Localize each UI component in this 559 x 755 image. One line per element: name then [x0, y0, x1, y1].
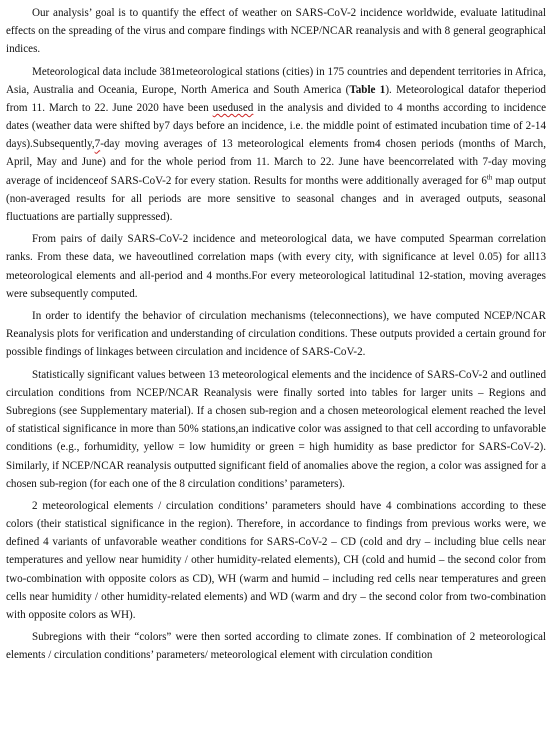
paragraph-significance: Statistically significant values between 13 meteorological elements and the incidence of SARS-CoV-2 and outlined circulation conditions from NCEP/NCAR Reanalysis were finally sorted into tables for larger units – Regions and Subregions (see Supplementary material). If a chosen sub-region and a chosen meteorological element reached the level of statistical significance in more than 50% stations,an indicative color was assigned to that cell according to unfavorable conditions (e.g., forhumidity, yellow = low humidity or green = high humidity as base predictor for SARS-CoV-2). Similarly, if NCEP/NCAR reanalysis outputted significant field of anomalies above the region, a color was assigned for a chosen sub-region (for each one of the 8 circulation conditions’ parameters).: [6, 368, 546, 490]
document-body: [6, 4, 546, 669]
text-run: Meteorological data include 381meteorological stations (cities) in 175 countries and dependent territories in Africa, Asia, Australia and Oceania, Europe, North America and South America (: [6, 65, 546, 96]
text-run: -day moving averages of 13 meteorological elements from4 chosen periods (months of March, April, May and June) and for the whole period from 11. March to 22. June have beencorrelated with 7-day moving average of incidenceof SARS-CoV-2 for every station. Results for months were additionally averaged for 6: [6, 138, 546, 187]
paragraph-goal: Our analysis’ goal is to quantify the effect of weather on SARS-CoV-2 incidence worldwide, evaluate latitudinal effects on the spreading of the virus and compare findings with NCEP/NCAR reanalysis and with 8 general geographical indices.: [6, 7, 546, 56]
text-run: map output (non-averaged results for all periods are more sensitive to seasonal changes and in averaged outputs, seasonal fluctuations are partially suppressed).: [6, 174, 546, 223]
spelling-error-mark: 7: [94, 138, 101, 151]
text-run: in the analysis and divided to 4 months according to incidence dates (weather data were shifted by7 days before an incidence, i.e. the middle point of estimated incubation time of 2-14 days).Subsequently,: [6, 101, 547, 151]
text-run: ). Meteorological datafor theperiod from 11. March to 22. June 2020 have been: [6, 83, 546, 114]
superscript: th: [486, 172, 493, 181]
paragraph-circulation: In order to identify the behavior of circulation mechanisms (teleconnections), we have computed NCEP/NCAR Reanalysis plots for verification and understanding of circulation conditions. These outputs provided a certain ground for possible findings of linkages between circulation and incidence of SARS-CoV-2.: [6, 310, 546, 359]
paragraph-correlation: From pairs of daily SARS-CoV-2 incidence and meteorological data, we have computed Spearman correlation ranks. From these data, we haveoutlined correlation maps (with every city, with significance at level 0.05) for all13 meteorological elements and all-period and 4 months.For every meteorological latitudinal 12-station, moving averages were subsequently computed.: [6, 233, 546, 300]
paragraph-combinations: 2 meteorological elements / circulation conditions’ parameters should have 4 combinations according to these colors (their statistical significance in the region). Therefore, in accordance to findings from previous works were, we defined 4 variants of unfavorable weather conditions for SARS-CoV-2 – CD (cold and dry – including blue cells near temperatures and yellow near humidity / other humidity-related elements), CH (cold and humid – the second color from two-combination with opposite colors as CD), WH (warm and humid – including red cells near temperatures and green cells near humidity / other humidity-related elements) and WD (warm and dry – the second color from two-combination with opposite colors as WH).: [6, 500, 546, 621]
spelling-error-mark: usedused: [212, 101, 254, 114]
table-reference: Table 1: [349, 83, 386, 96]
paragraph-climate-zones: Subregions with their “colors” were then sorted according to climate zones. If combination of 2 meteorological elements / circulation conditions’ parameters/ meteorological element with circulation condition: [6, 631, 546, 662]
paragraph-meteorological-data: [6, 63, 546, 226]
